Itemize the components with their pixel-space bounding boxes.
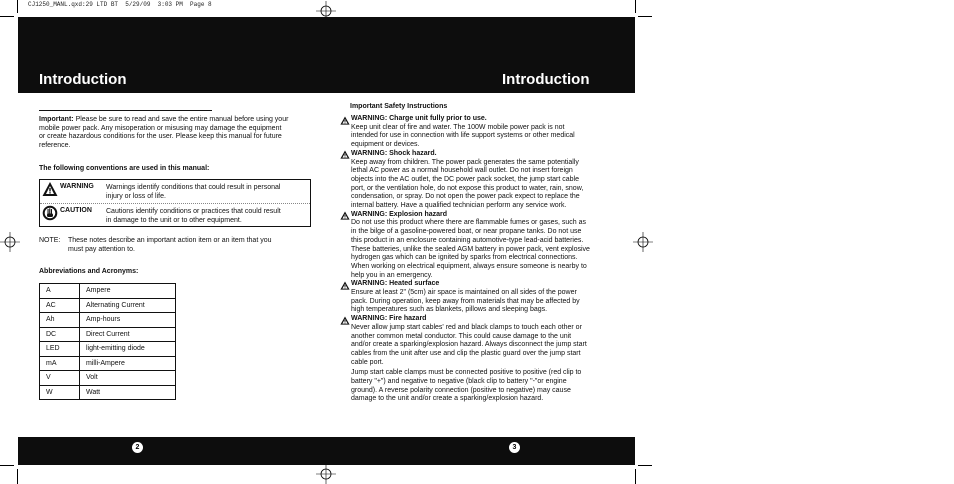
important-line: reference. (39, 142, 71, 150)
abbreviation-cell: W (40, 385, 80, 400)
note-label: NOTE: (39, 237, 61, 244)
warning-line: cable port. (351, 358, 384, 366)
warning-line: in the bilge of a gasoline-powered boat, or near propane tanks. Do not use (351, 228, 582, 236)
abbreviation-cell: DC (40, 327, 80, 342)
warning-title: WARNING: Explosion hazard (351, 210, 448, 218)
abbreviations-heading: Abbreviations and Acronyms: (39, 268, 139, 275)
abbreviation-cell: Ah (40, 313, 80, 328)
warning-line: Do not use this product where there are flammable fumes or gases, such as (351, 219, 587, 227)
convention-line: in damage to the unit or to other equipment. (106, 217, 242, 224)
important-line: mobile power pack. Any misoperation or misusing may damage the equipment (39, 124, 282, 132)
crop-mark (638, 465, 652, 466)
warning-line: objects into the AC outlet, the DC power pack socket, the jump start cable (351, 175, 580, 183)
crop-mark (0, 16, 14, 17)
warning-line: Keep unit clear of fire and water. The 100W mobile power pack is not (351, 123, 565, 131)
warning-line: lethal AC power as a normal household wall outlet. Do not insert foreign (351, 167, 573, 175)
crop-mark (0, 465, 14, 466)
registration-mark-icon (0, 232, 20, 252)
warning-line: help you in an emergency. (351, 271, 433, 279)
section-rule (39, 110, 212, 111)
abbreviation-cell: V (40, 371, 80, 386)
printer-slug: CJ1250_MANL.qxd:29 LTD BT 5/29/09 3:03 PM Page 8 (28, 1, 212, 8)
page-number-right: 3 (509, 442, 520, 453)
meaning-cell: Ampere (80, 284, 176, 299)
note-text (68, 237, 318, 254)
convention-label: WARNING (60, 183, 94, 190)
warning-line: Never allow jump start cables' red and black clamps to touch each other or (351, 323, 582, 331)
table-row (40, 385, 176, 400)
meaning-cell: Alternating Current (80, 298, 176, 313)
meaning-cell: Direct Current (80, 327, 176, 342)
convention-line: Warnings identify conditions that could result in personal (106, 184, 281, 191)
important-line: or create hazardous conditions for the user. Please keep this manual for future (39, 133, 282, 141)
convention-line: Cautions identify conditions or practices that could result (106, 208, 281, 215)
table-row (40, 298, 176, 313)
warning-line: high temperatures such as blankets, pillows and sleeping bags. (351, 306, 548, 314)
important-paragraph (39, 116, 314, 151)
important-line: Please be sure to read and save the entire manual before using your (75, 116, 289, 123)
warning-line: another common metal conductor. This could cause damage to the unit (351, 332, 572, 340)
crop-mark (635, 469, 636, 484)
abbreviation-cell: AC (40, 298, 80, 313)
important-label: Important: (39, 116, 74, 123)
closing-line: Jump start cable clamps must be connected positive to positive (red clip to (351, 369, 582, 377)
warning-triangle-icon (42, 181, 58, 197)
warning-triangle-icon (340, 211, 350, 220)
warning-title: WARNING: Shock hazard. (351, 149, 437, 157)
conventions-heading: The following conventions are used in this manual: (39, 165, 210, 172)
warning-line: cables from the unit after use and clip the plastic guard over the jump start (351, 349, 581, 357)
warning-line: When working on electrical equipment, always ensure someone is nearby to (351, 262, 587, 270)
footer-band (18, 437, 635, 465)
abbreviation-cell: LED (40, 342, 80, 357)
warning-triangle-icon (340, 150, 350, 159)
abbreviation-cell: mA (40, 356, 80, 371)
crop-mark (17, 469, 18, 484)
convention-line: injury or loss of life. (106, 193, 166, 200)
meaning-cell: milli-Ampere (80, 356, 176, 371)
warning-line: pack. During operation, keep away from materials that may be affected by (351, 297, 580, 305)
registration-mark-icon (316, 464, 336, 484)
page-number-left: 2 (132, 442, 143, 453)
convention-description (106, 207, 310, 225)
table-row (40, 371, 176, 386)
table-row (40, 284, 176, 299)
meaning-cell: Volt (80, 371, 176, 386)
closing-line: battery "+") and negative to negative (black clip to battery "-"or engine (351, 378, 567, 385)
convention-label: CAUTION (60, 207, 92, 214)
warning-line: Keep away from children. The power pack generates the same potentially (351, 158, 579, 166)
table-row (40, 327, 176, 342)
warning-line: internal battery. Have a qualified technician perform any service work. (351, 202, 567, 209)
warning-line: condensation, or spray. Do not open the power pack expect to replace the (351, 193, 580, 201)
header-band (18, 17, 635, 93)
note-line: must pay attention to. (68, 245, 135, 253)
crop-mark (17, 0, 18, 13)
warning-triangle-icon (340, 281, 350, 290)
closing-line: ground). A reverse polarity connection (positive to negative) may cause (351, 386, 571, 394)
warning-triangle-icon (340, 116, 350, 125)
table-row (40, 313, 176, 328)
warning-line: Ensure at least 2" (5cm) air space is maintained on all sides of the power (351, 289, 577, 296)
warning-triangle-icon (340, 316, 350, 325)
conventions-box (39, 179, 311, 227)
page-title-left: Introduction (39, 71, 127, 88)
meaning-cell: light-emitting diode (80, 342, 176, 357)
warning-title: WARNING: Charge unit fully prior to use. (351, 115, 487, 122)
warning-line: and/or create a sparking/explosion hazard. Always disconnect the jump start (351, 341, 587, 349)
meaning-cell: Amp-hours (80, 313, 176, 328)
convention-description (106, 183, 310, 201)
warning-title: WARNING: Fire hazard (351, 315, 427, 323)
caution-hand-icon (42, 205, 58, 221)
abbreviation-cell: A (40, 284, 80, 299)
warning-line: hydrogen gas which can be ignited by sparks from electrical connections. (351, 254, 578, 262)
table-row (40, 342, 176, 357)
warning-line: These batteries, unlike the sealed AGM battery in power pack, vent explosive (351, 245, 590, 253)
closing-line: damage to the unit and/or create a sparking/explosion hazard. (351, 395, 544, 403)
warning-line: port, or the ventilation hole, do not expose this product to water, rain, snow, (351, 184, 584, 192)
warning-line: intended for use in connection with life support systems or other medical (351, 132, 575, 140)
crop-mark (638, 16, 652, 17)
meaning-cell: Watt (80, 385, 176, 400)
safety-heading: Important Safety Instructions (350, 103, 448, 110)
warning-line: this product in an enclosure containing automotive-type lead-acid batteries. (351, 236, 584, 244)
page-title-right: Introduction (502, 71, 590, 88)
registration-mark-icon (633, 232, 653, 252)
convention-row-warning (40, 180, 310, 204)
note-line: These notes describe an important action item or an item that you (68, 237, 272, 244)
warning-title: WARNING: Heated surface (351, 280, 440, 288)
crop-mark (635, 0, 636, 13)
table-row (40, 356, 176, 371)
warning-line: equipment or devices. (351, 141, 420, 149)
abbreviations-table (39, 283, 176, 400)
convention-row-caution (40, 204, 310, 227)
